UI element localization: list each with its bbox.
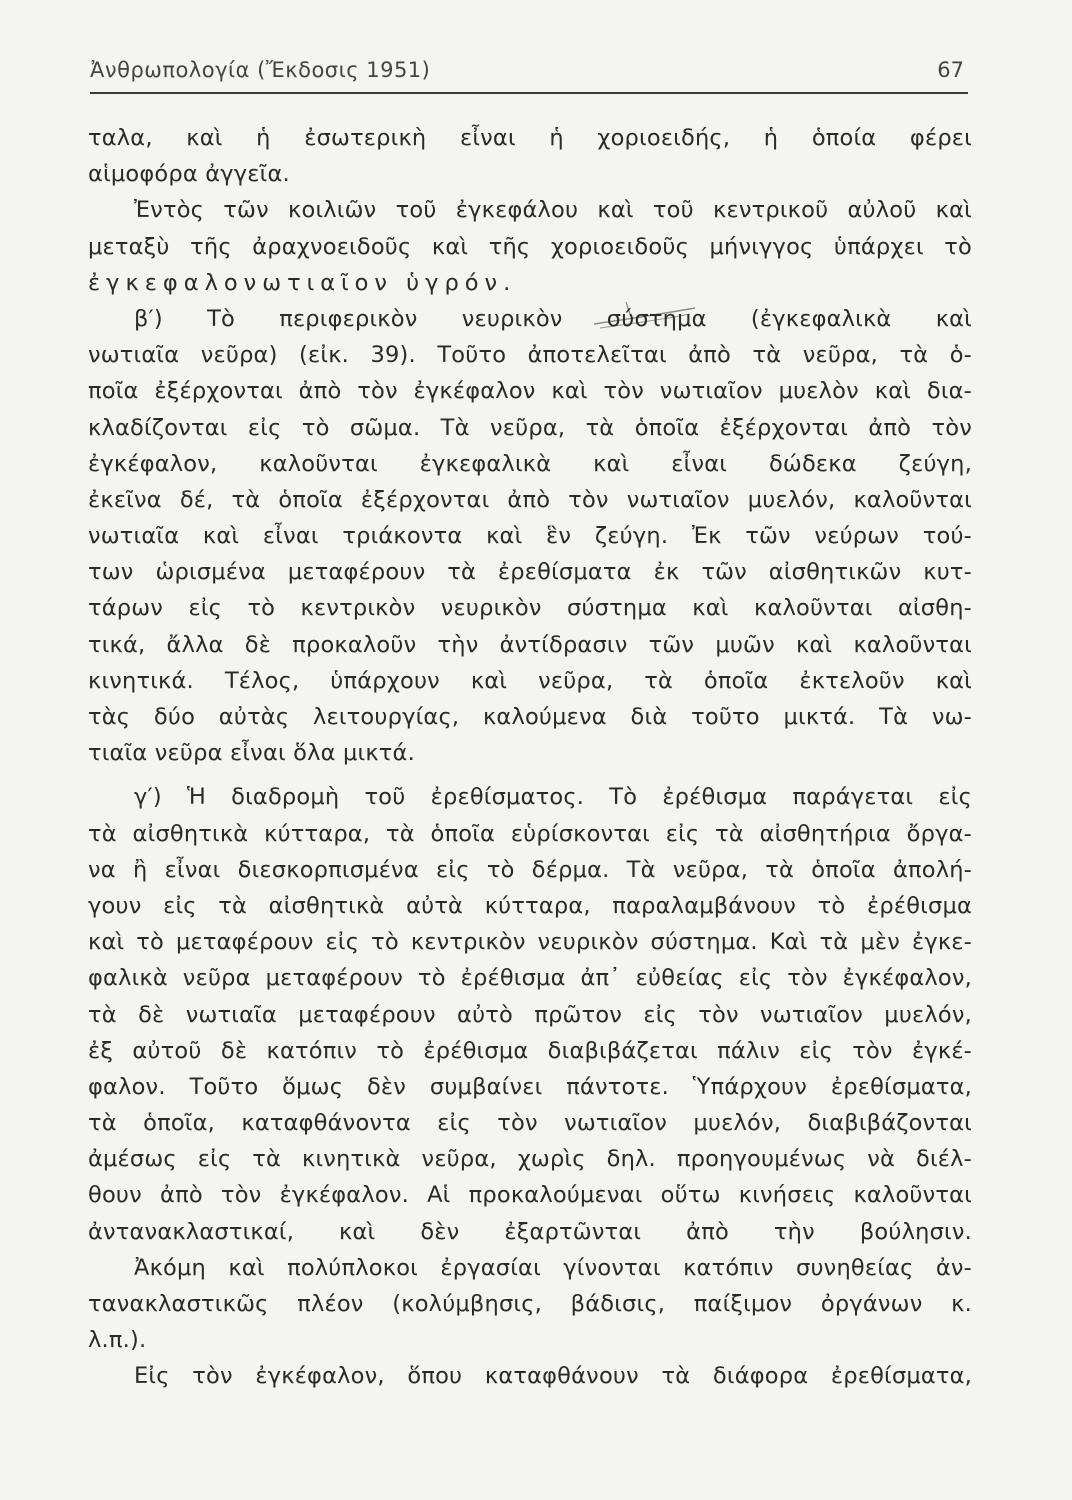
text-line: αἱμοφόρα ἀγγεῖα. [88, 161, 290, 188]
text-line: ταλα, καὶ ἡ ἐσωτερικὴ εἶναι ἡ χοριοειδής, ἡ ὁποία φέρει [88, 125, 972, 151]
text-line: τικά, ἄλλα δὲ προκαλοῦν τὴν ἀντίδρασιν τῶν μυῶν καὶ καλοῦνται [88, 631, 972, 658]
text-line: φαλον. Τοῦτο ὅμως δὲν συμβαίνει πάντοτε. Ὑπάρχουν ἐρεθίσματα, [88, 1073, 972, 1100]
text-line: να ἢ εἶναι διεσκορπισμένα εἰς τὸ δέρμα. Τὰ νεῦρα, τὰ ὁποῖα ἀπολή- [88, 856, 972, 883]
text-line: ποῖα ἐξέρχονται ἀπὸ τὸν ἐγκέφαλον καὶ τὸν νωτιαῖον μυελὸν καὶ δια- [88, 378, 972, 405]
text-line: Ἀκόμη καὶ πολύπλοκοι ἐργασίαι γίνονται κατόπιν συνηθείας ἀν- [134, 1254, 972, 1281]
page-number: 67 [937, 58, 964, 82]
text-line: τὰ δὲ νωτιαῖα μεταφέρουν αὐτὸ πρῶτον εἰς τὸν νωτιαῖον μυελόν, [88, 1001, 972, 1028]
text-line: γουν εἰς τὰ αἰσθητικὰ αὐτὰ κύτταρα, παραλαμβάνουν τὸ ἐρέθισμα [88, 892, 972, 919]
text-line: καὶ τὸ μεταφέρουν εἰς τὸ κεντρικὸν νευρικὸν σύστημα. Καὶ τὰ μὲν ἐγκε- [88, 929, 972, 956]
text-line: τὰ αἰσθητικὰ κύτταρα, τὰ ὁποῖα εὑρίσκονται εἰς τὰ αἰσθητήρια ὄργα- [88, 820, 972, 847]
text-line: των ὡρισμένα μεταφέρουν τὰ ἐρεθίσματα ἐκ τῶν αἰσθητικῶν κυτ- [88, 559, 972, 586]
text-line: ἐγκεφαλονωτιαῖον ὑγρόν. [88, 269, 517, 296]
text-line: τανακλαστικῶς πλέον (κολύμβησις, βάδισις, παίξιμον ὀργάνων κ. [88, 1291, 972, 1317]
text-line: Ἐντὸς τῶν κοιλιῶν τοῦ ἐγκεφάλου καὶ τοῦ κεντρικοῦ αὐλοῦ καὶ [134, 197, 972, 224]
text-line: νωτιαῖα νεῦρα) (εἰκ. 39). Τοῦτο ἀποτελεῖται ἀπὸ τὰ νεῦρα, τὰ ὁ- [88, 342, 972, 369]
text-line: θουν ἀπὸ τὸν ἐγκέφαλον. Αἱ προκαλούμεναι οὕτω κινήσεις καλοῦνται [88, 1182, 972, 1209]
text-line: ἐξ αὐτοῦ δὲ κατόπιν τὸ ἐρέθισμα διαβιβάζεται πάλιν εἰς τὸν ἐγκέ- [88, 1037, 972, 1064]
text-line: ἀντανακλαστικαί, καὶ δὲν ἐξαρτῶνται ἀπὸ τὴν βούλησιν. [88, 1218, 972, 1245]
text-line: τὰς δύο αὐτὰς λειτουργίας, καλούμενα διὰ τοῦτο μικτά. Τὰ νω- [88, 704, 972, 730]
text-line: Εἰς τὸν ἐγκέφαλον, ὅπου καταφθάνουν τὰ διάφορα ἐρεθίσματα, [134, 1363, 972, 1390]
section-heading-line: γ′) Ἡ διαδρομὴ τοῦ ἐρεθίσματος. Τὸ ἐρέθισμα παράγεται εἰς [134, 784, 972, 811]
text-line: ἀμέσως εἰς τὰ κινητικὰ νεῦρα, χωρὶς δηλ. προηγουμένως νὰ διέλ- [88, 1146, 972, 1173]
text-line: ἐκεῖνα δέ, τὰ ὁποῖα ἐξέρχονται ἀπὸ τὸν νωτιαῖον μυελόν, καλοῦνται [88, 486, 972, 513]
running-title: Ἀνθρωπολογία (Ἔκδοσις 1951) [90, 58, 431, 82]
text-line: λ.π.). [88, 1327, 147, 1354]
text-line: τὰ ὁποῖα, καταφθάνοντα εἰς τὸν νωτιαῖον μυελόν, διαβιβάζονται [88, 1110, 972, 1137]
text-line: φαλικὰ νεῦρα μεταφέρουν τὸ ἐρέθισμα ἀπ᾿ εὐθείας εἰς τὸν ἐγκέφαλον, [88, 965, 972, 992]
body-text [88, 120, 972, 1395]
text-line: κλαδίζονται εἰς τὸ σῶμα. Τὰ νεῦρα, τὰ ὁποῖα ἐξέρχονται ἀπὸ τὸν [88, 414, 972, 441]
text-line: ἐγκέφαλον, καλοῦνται ἐγκεφαλικὰ καὶ εἶναι δώδεκα ζεύγη, [88, 450, 972, 477]
text-line: τιαῖα νεῦρα εἶναι ὅλα μικτά. [88, 740, 415, 767]
section-heading-line: β′) Τὸ περιφερικὸν νευρικὸν σύστημα (ἐγκεφαλικὰ καὶ [134, 305, 972, 332]
text-line: τάρων εἰς τὸ κεντρικὸν νευρικὸν σύστημα καὶ καλοῦνται αἰσθη- [88, 595, 972, 622]
text-line: νωτιαῖα καὶ εἶναι τριάκοντα καὶ ἓν ζεύγη. Ἐκ τῶν νεύρων τού- [88, 523, 972, 550]
text-line: μεταξὺ τῆς ἀραχνοειδοῦς καὶ τῆς χοριοειδοῦς μήνιγγος ὑπάρχει τὸ [88, 233, 972, 260]
text-line: κινητικά. Τέλος, ὑπάρχουν καὶ νεῦρα, τὰ ὁποῖα ἐκτελοῦν καὶ [88, 667, 972, 694]
page-header [90, 52, 968, 94]
